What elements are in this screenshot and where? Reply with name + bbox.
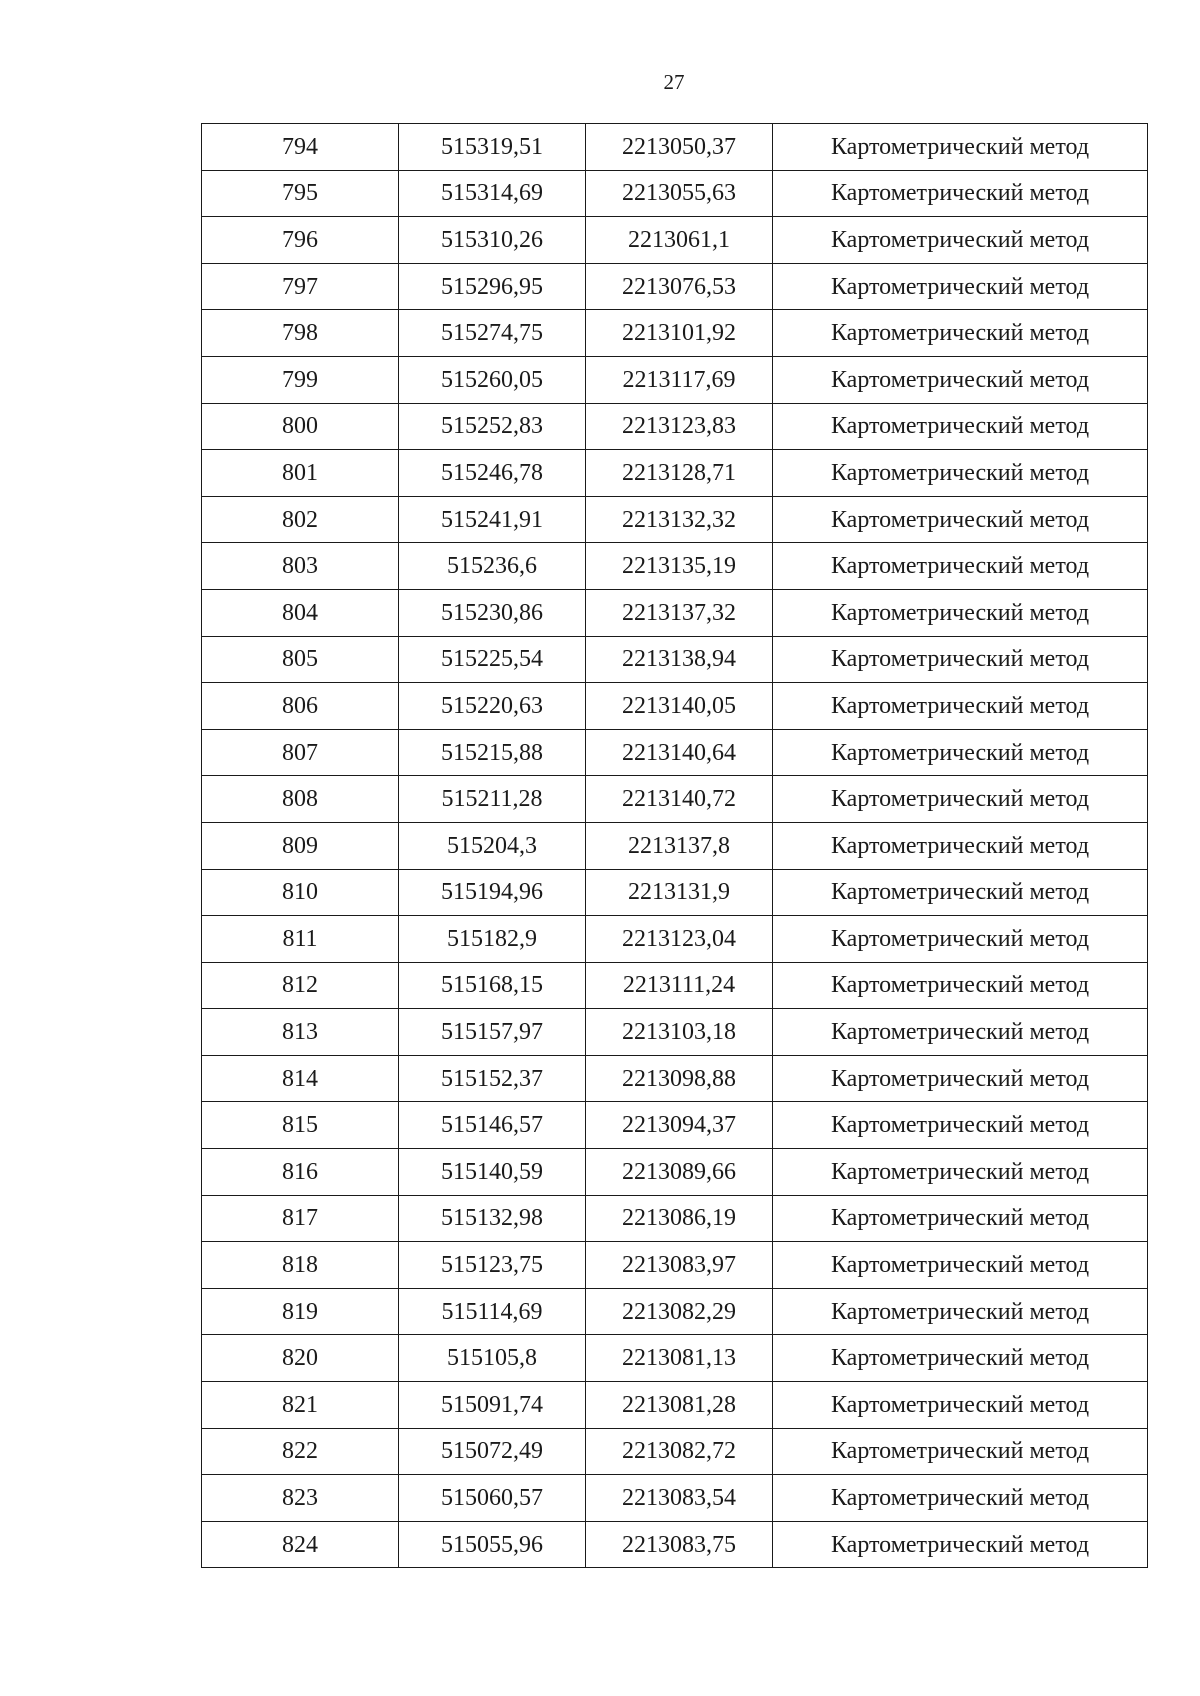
point-number-cell: 814	[202, 1055, 399, 1102]
point-number-cell: 804	[202, 589, 399, 636]
y-coordinate-cell: 2213117,69	[586, 356, 773, 403]
point-number-cell: 802	[202, 496, 399, 543]
method-cell: Картометрический метод	[773, 1102, 1148, 1149]
y-coordinate-cell: 2213081,28	[586, 1382, 773, 1429]
x-coordinate-cell: 515194,96	[399, 869, 586, 916]
table-row	[202, 1382, 1148, 1429]
x-coordinate-cell: 515220,63	[399, 683, 586, 730]
point-number-cell: 813	[202, 1009, 399, 1056]
x-coordinate-cell: 515296,95	[399, 263, 586, 310]
table-row	[202, 636, 1148, 683]
y-coordinate-cell: 2213140,72	[586, 776, 773, 823]
method-cell: Картометрический метод	[773, 543, 1148, 590]
method-cell: Картометрический метод	[773, 1149, 1148, 1196]
table-row	[202, 1335, 1148, 1382]
table-row	[202, 916, 1148, 963]
method-cell: Картометрический метод	[773, 450, 1148, 497]
point-number-cell: 800	[202, 403, 399, 450]
y-coordinate-cell: 2213101,92	[586, 310, 773, 357]
point-number-cell: 796	[202, 217, 399, 264]
method-cell: Картометрический метод	[773, 263, 1148, 310]
table-row	[202, 822, 1148, 869]
table-row	[202, 589, 1148, 636]
x-coordinate-cell: 515260,05	[399, 356, 586, 403]
point-number-cell: 801	[202, 450, 399, 497]
point-number-cell: 810	[202, 869, 399, 916]
table-row	[202, 1288, 1148, 1335]
method-cell: Картометрический метод	[773, 1382, 1148, 1429]
point-number-cell: 824	[202, 1521, 399, 1568]
method-cell: Картометрический метод	[773, 310, 1148, 357]
table-row	[202, 310, 1148, 357]
method-cell: Картометрический метод	[773, 1428, 1148, 1475]
table-row	[202, 1009, 1148, 1056]
y-coordinate-cell: 2213083,75	[586, 1521, 773, 1568]
x-coordinate-cell: 515230,86	[399, 589, 586, 636]
x-coordinate-cell: 515241,91	[399, 496, 586, 543]
x-coordinate-cell: 515105,8	[399, 1335, 586, 1382]
point-number-cell: 822	[202, 1428, 399, 1475]
x-coordinate-cell: 515055,96	[399, 1521, 586, 1568]
y-coordinate-cell: 2213111,24	[586, 962, 773, 1009]
method-cell: Картометрический метод	[773, 217, 1148, 264]
method-cell: Картометрический метод	[773, 916, 1148, 963]
method-cell: Картометрический метод	[773, 1335, 1148, 1382]
table-row	[202, 124, 1148, 171]
x-coordinate-cell: 515236,6	[399, 543, 586, 590]
method-cell: Картометрический метод	[773, 822, 1148, 869]
method-cell: Картометрический метод	[773, 1475, 1148, 1522]
y-coordinate-cell: 2213061,1	[586, 217, 773, 264]
x-coordinate-cell: 515252,83	[399, 403, 586, 450]
y-coordinate-cell: 2213082,29	[586, 1288, 773, 1335]
y-coordinate-cell: 2213094,37	[586, 1102, 773, 1149]
point-number-cell: 794	[202, 124, 399, 171]
x-coordinate-cell: 515274,75	[399, 310, 586, 357]
y-coordinate-cell: 2213135,19	[586, 543, 773, 590]
method-cell: Картометрический метод	[773, 1242, 1148, 1289]
table-row	[202, 543, 1148, 590]
table-row	[202, 729, 1148, 776]
point-number-cell: 823	[202, 1475, 399, 1522]
x-coordinate-cell: 515211,28	[399, 776, 586, 823]
point-number-cell: 805	[202, 636, 399, 683]
table-row	[202, 496, 1148, 543]
point-number-cell: 816	[202, 1149, 399, 1196]
table-row	[202, 217, 1148, 264]
table-row	[202, 170, 1148, 217]
table-row	[202, 1242, 1148, 1289]
x-coordinate-cell: 515246,78	[399, 450, 586, 497]
method-cell: Картометрический метод	[773, 1521, 1148, 1568]
x-coordinate-cell: 515114,69	[399, 1288, 586, 1335]
method-cell: Картометрический метод	[773, 1009, 1148, 1056]
point-number-cell: 820	[202, 1335, 399, 1382]
y-coordinate-cell: 2213076,53	[586, 263, 773, 310]
coordinates-table-body	[202, 124, 1148, 1568]
y-coordinate-cell: 2213140,64	[586, 729, 773, 776]
page-number: 27	[663, 70, 685, 94]
y-coordinate-cell: 2213103,18	[586, 1009, 773, 1056]
method-cell: Картометрический метод	[773, 496, 1148, 543]
method-cell: Картометрический метод	[773, 1195, 1148, 1242]
coordinates-table	[201, 123, 1148, 1568]
y-coordinate-cell: 2213140,05	[586, 683, 773, 730]
table-row	[202, 263, 1148, 310]
method-cell: Картометрический метод	[773, 356, 1148, 403]
y-coordinate-cell: 2213086,19	[586, 1195, 773, 1242]
table-row	[202, 1195, 1148, 1242]
x-coordinate-cell: 515319,51	[399, 124, 586, 171]
method-cell: Картометрический метод	[773, 124, 1148, 171]
y-coordinate-cell: 2213083,54	[586, 1475, 773, 1522]
method-cell: Картометрический метод	[773, 1055, 1148, 1102]
table-row	[202, 1475, 1148, 1522]
method-cell: Картометрический метод	[773, 636, 1148, 683]
y-coordinate-cell: 2213081,13	[586, 1335, 773, 1382]
x-coordinate-cell: 515182,9	[399, 916, 586, 963]
method-cell: Картометрический метод	[773, 729, 1148, 776]
y-coordinate-cell: 2213055,63	[586, 170, 773, 217]
y-coordinate-cell: 2213083,97	[586, 1242, 773, 1289]
table-row	[202, 450, 1148, 497]
point-number-cell: 806	[202, 683, 399, 730]
point-number-cell: 798	[202, 310, 399, 357]
y-coordinate-cell: 2213123,83	[586, 403, 773, 450]
point-number-cell: 819	[202, 1288, 399, 1335]
y-coordinate-cell: 2213138,94	[586, 636, 773, 683]
point-number-cell: 818	[202, 1242, 399, 1289]
y-coordinate-cell: 2213137,8	[586, 822, 773, 869]
point-number-cell: 809	[202, 822, 399, 869]
point-number-cell: 812	[202, 962, 399, 1009]
point-number-cell: 811	[202, 916, 399, 963]
table-row	[202, 1102, 1148, 1149]
x-coordinate-cell: 515132,98	[399, 1195, 586, 1242]
table-row	[202, 356, 1148, 403]
table-row	[202, 1055, 1148, 1102]
method-cell: Картометрический метод	[773, 683, 1148, 730]
y-coordinate-cell: 2213128,71	[586, 450, 773, 497]
x-coordinate-cell: 515146,57	[399, 1102, 586, 1149]
method-cell: Картометрический метод	[773, 962, 1148, 1009]
method-cell: Картометрический метод	[773, 170, 1148, 217]
point-number-cell: 808	[202, 776, 399, 823]
table-row	[202, 962, 1148, 1009]
method-cell: Картометрический метод	[773, 403, 1148, 450]
method-cell: Картометрический метод	[773, 1288, 1148, 1335]
point-number-cell: 803	[202, 543, 399, 590]
y-coordinate-cell: 2213132,32	[586, 496, 773, 543]
method-cell: Картометрический метод	[773, 869, 1148, 916]
x-coordinate-cell: 515157,97	[399, 1009, 586, 1056]
table-row	[202, 869, 1148, 916]
x-coordinate-cell: 515152,37	[399, 1055, 586, 1102]
table-row	[202, 1149, 1148, 1196]
point-number-cell: 797	[202, 263, 399, 310]
method-cell: Картометрический метод	[773, 776, 1148, 823]
x-coordinate-cell: 515123,75	[399, 1242, 586, 1289]
x-coordinate-cell: 515140,59	[399, 1149, 586, 1196]
x-coordinate-cell: 515204,3	[399, 822, 586, 869]
y-coordinate-cell: 2213123,04	[586, 916, 773, 963]
x-coordinate-cell: 515215,88	[399, 729, 586, 776]
point-number-cell: 807	[202, 729, 399, 776]
x-coordinate-cell: 515091,74	[399, 1382, 586, 1429]
method-cell: Картометрический метод	[773, 589, 1148, 636]
y-coordinate-cell: 2213131,9	[586, 869, 773, 916]
point-number-cell: 817	[202, 1195, 399, 1242]
table-row	[202, 683, 1148, 730]
table-row	[202, 403, 1148, 450]
point-number-cell: 815	[202, 1102, 399, 1149]
table-row	[202, 1428, 1148, 1475]
x-coordinate-cell: 515225,54	[399, 636, 586, 683]
table-row	[202, 1521, 1148, 1568]
y-coordinate-cell: 2213050,37	[586, 124, 773, 171]
x-coordinate-cell: 515310,26	[399, 217, 586, 264]
x-coordinate-cell: 515168,15	[399, 962, 586, 1009]
point-number-cell: 795	[202, 170, 399, 217]
x-coordinate-cell: 515072,49	[399, 1428, 586, 1475]
point-number-cell: 799	[202, 356, 399, 403]
y-coordinate-cell: 2213137,32	[586, 589, 773, 636]
table-row	[202, 776, 1148, 823]
point-number-cell: 821	[202, 1382, 399, 1429]
y-coordinate-cell: 2213082,72	[586, 1428, 773, 1475]
y-coordinate-cell: 2213098,88	[586, 1055, 773, 1102]
y-coordinate-cell: 2213089,66	[586, 1149, 773, 1196]
x-coordinate-cell: 515060,57	[399, 1475, 586, 1522]
x-coordinate-cell: 515314,69	[399, 170, 586, 217]
